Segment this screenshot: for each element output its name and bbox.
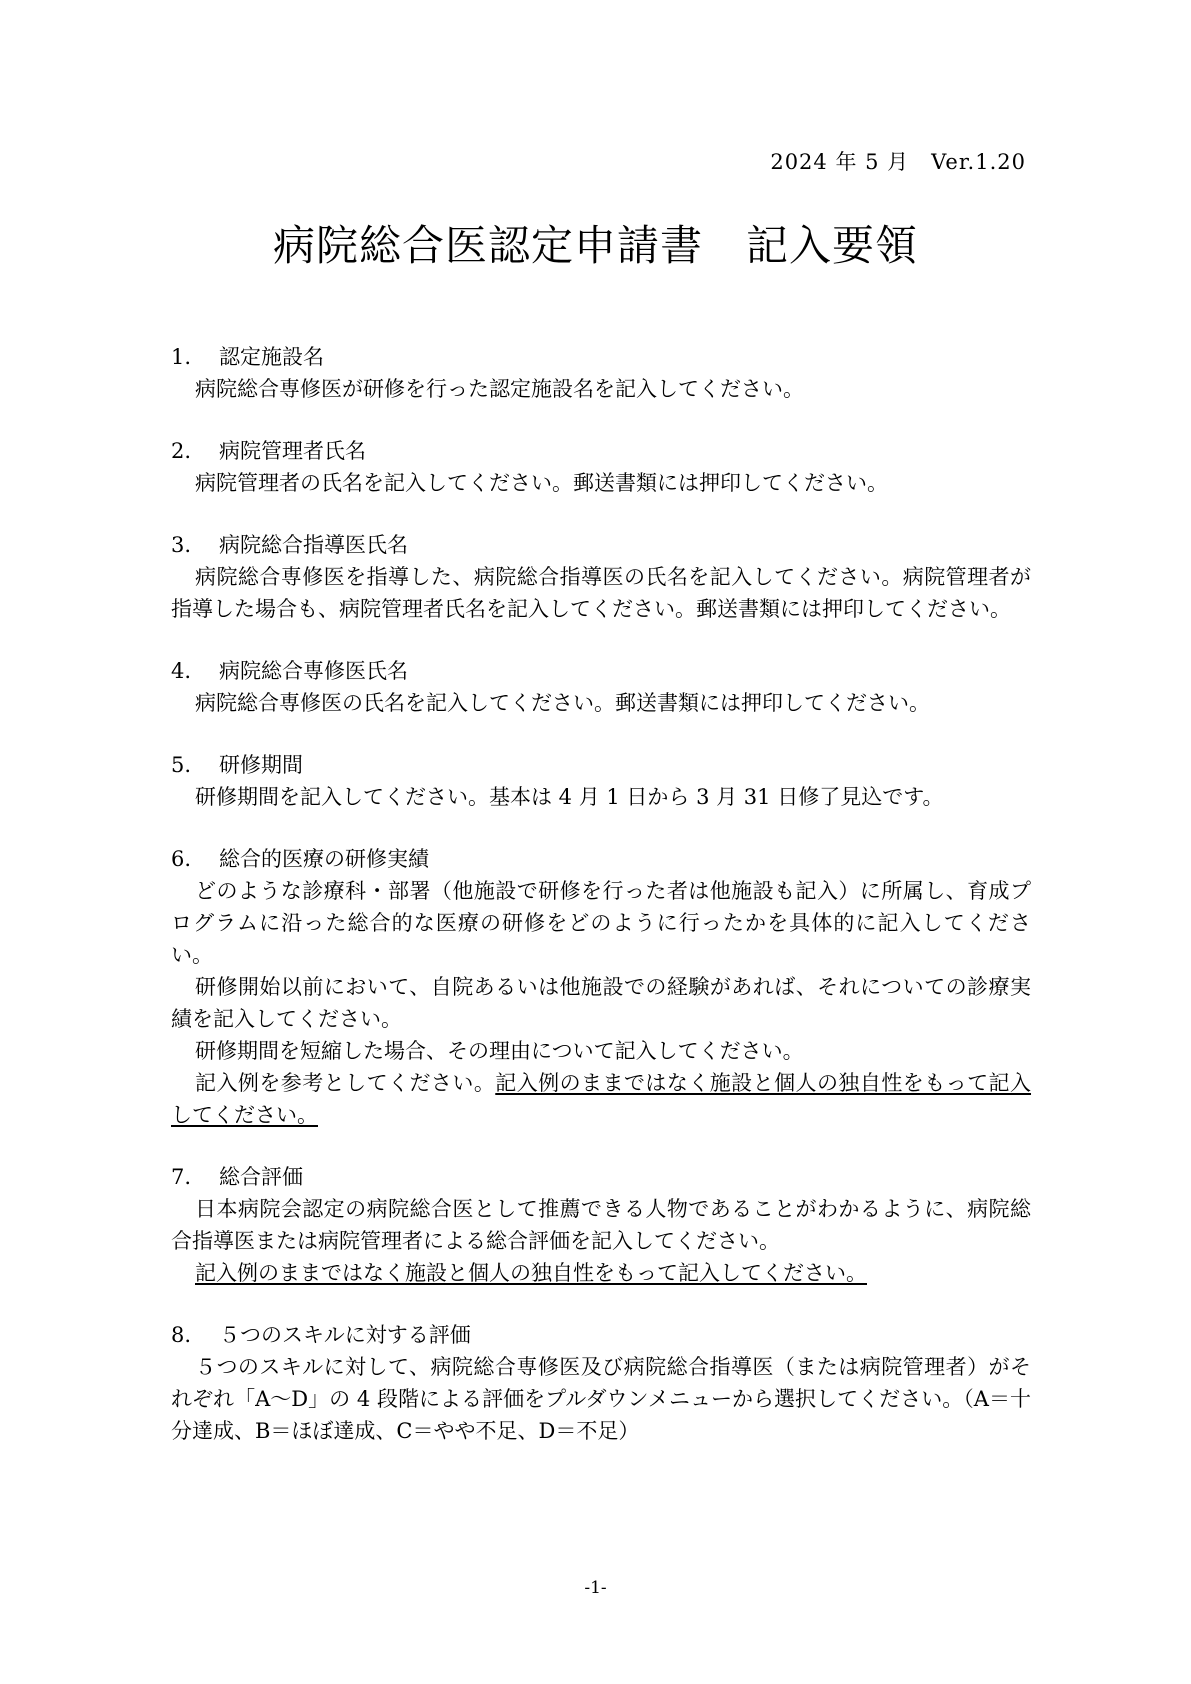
section-heading bbox=[171, 341, 1031, 373]
section-heading bbox=[171, 655, 1031, 687]
section-number: 4. bbox=[171, 659, 192, 683]
section-number: 5. bbox=[171, 753, 192, 777]
version-date: 2024 年 5 月 Ver.1.20 bbox=[770, 150, 1026, 174]
section-text: 研修期間を短縮した場合、その理由について記入してください。 bbox=[195, 1039, 804, 1063]
page-number: -1- bbox=[584, 1578, 607, 1598]
section-facility-name bbox=[171, 341, 1031, 405]
section-heading bbox=[171, 1161, 1031, 1193]
section-note bbox=[171, 1257, 1031, 1289]
section-text: 病院総合専修医の氏名を記入してください。郵送書類には押印してください。 bbox=[195, 691, 930, 715]
section-text: 病院総合専修医が研修を行った認定施設名を記入してください。 bbox=[195, 377, 804, 401]
section-title: 病院管理者氏名 bbox=[219, 439, 366, 463]
section-number: 1. bbox=[171, 345, 192, 369]
section-title: 病院総合専修医氏名 bbox=[219, 659, 408, 683]
instruction-sections bbox=[171, 341, 1031, 1447]
section-number: 7. bbox=[171, 1165, 192, 1189]
underlined-note: 記入例のままではなく施設と個人の独自性をもって記入してください。 bbox=[171, 1071, 1032, 1127]
section-supervising-physician bbox=[171, 529, 1031, 625]
section-text: どのような診療科・部署（他施設で研修を行った者は他施設も記入）に所属し、育成プログラムに沿った総合的な医療の研修をどのように行ったかを具体的に記入してください。 bbox=[171, 879, 1031, 967]
section-heading bbox=[171, 1319, 1031, 1351]
section-number: 6. bbox=[171, 847, 192, 871]
section-five-skills bbox=[171, 1319, 1031, 1447]
section-title: 総合的医療の研修実績 bbox=[219, 847, 429, 871]
section-number: 2. bbox=[171, 439, 192, 463]
section-text: 病院管理者の氏名を記入してください。郵送書類には押印してください。 bbox=[195, 471, 888, 495]
page-title: 病院総合医認定申請書 記入要領 bbox=[272, 221, 918, 270]
section-heading bbox=[171, 749, 1031, 781]
note-text: 記入例を参考としてください。 bbox=[195, 1071, 496, 1095]
section-training-record bbox=[171, 843, 1031, 1131]
section-text: 研修期間を記入してください。基本は 4 月 1 日から 3 月 31 日修了見込です。 bbox=[195, 785, 944, 809]
section-text: 病院総合専修医を指導した、病院総合指導医の氏名を記入してください。病院管理者が指導した場合も、病院管理者氏名を記入してください。郵送書類には押印してください。 bbox=[171, 565, 1031, 621]
section-number: 8. bbox=[171, 1323, 192, 1347]
section-note bbox=[171, 1067, 1031, 1131]
section-training-period bbox=[171, 749, 1031, 813]
section-title: 研修期間 bbox=[219, 753, 303, 777]
section-number: 3. bbox=[171, 533, 192, 557]
section-heading bbox=[171, 843, 1031, 875]
section-title: ５つのスキルに対する評価 bbox=[219, 1323, 471, 1347]
section-heading bbox=[171, 435, 1031, 467]
underlined-note: 記入例のままではなく施設と個人の独自性をもって記入してください。 bbox=[195, 1261, 867, 1285]
section-resident-name bbox=[171, 655, 1031, 719]
section-overall-evaluation bbox=[171, 1161, 1031, 1289]
section-text: 日本病院会認定の病院総合医として推薦できる人物であることがわかるように、病院総合指導医または病院管理者による総合評価を記入してください。 bbox=[171, 1197, 1031, 1253]
section-text: ５つのスキルに対して、病院総合専修医及び病院総合指導医（または病院管理者）がそれぞれ「A～D」の 4 段階による評価をプルダウンメニューから選択してください。（A＝十分達成、B＝ほぼ達成、C＝やや不足、D＝不足） bbox=[171, 1355, 1031, 1443]
section-title: 病院総合指導医氏名 bbox=[219, 533, 408, 557]
section-title: 総合評価 bbox=[219, 1165, 303, 1189]
section-heading bbox=[171, 529, 1031, 561]
section-text: 研修開始以前において、自院あるいは他施設での経験があれば、それについての診療実績を記入してください。 bbox=[171, 975, 1031, 1031]
section-hospital-administrator bbox=[171, 435, 1031, 499]
section-title: 認定施設名 bbox=[219, 345, 324, 369]
